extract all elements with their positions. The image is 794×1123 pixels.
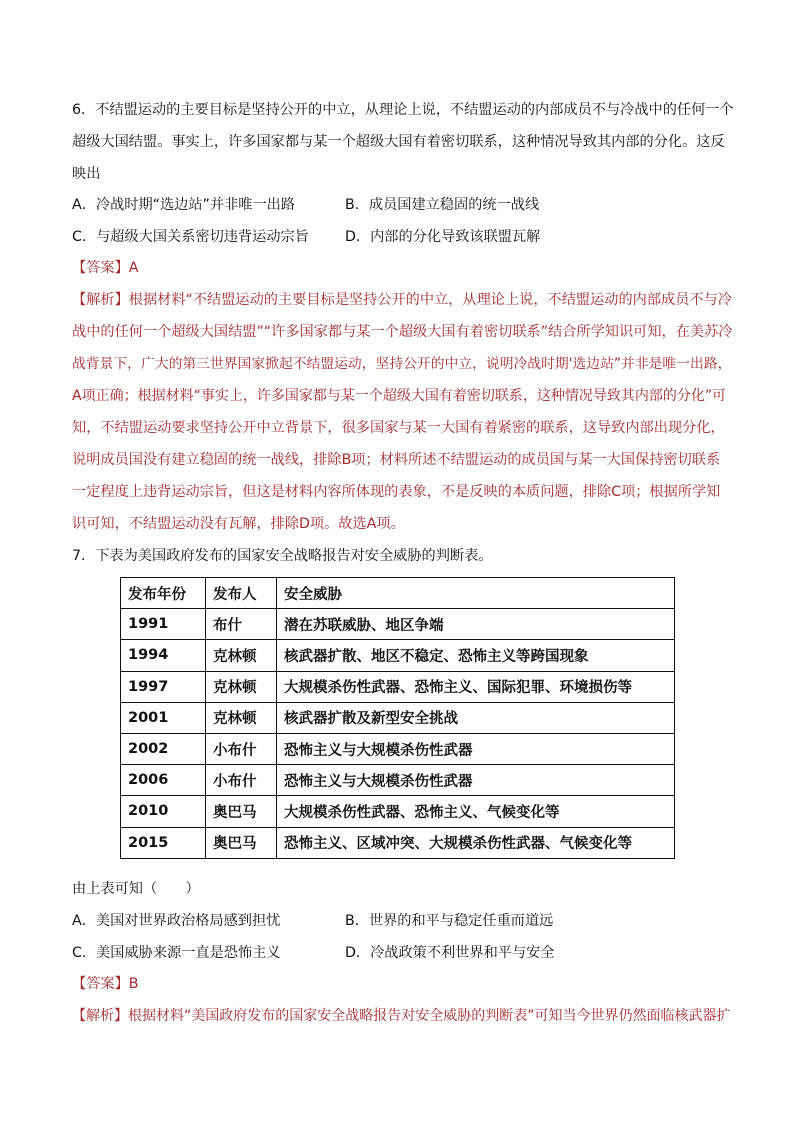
q7-analysis-line-1: 【解析】根据材料“美国政府发布的国家安全战略报告对安全威胁的判断表”可知当今世界仍然面临核武器扩 — [72, 1008, 731, 1024]
header-year: 发布年份 — [121, 578, 206, 609]
threat-table — [120, 577, 675, 859]
cell-issuer: 奥巴马 — [206, 827, 277, 858]
cell-year: 2006 — [121, 765, 206, 796]
q6-analysis-line-6: 说明成员国没有建立稳固的统一战线，排除B项；材料所述不结盟运动的成员国与某一大国保持密切联系 — [72, 452, 721, 468]
table-row — [121, 765, 675, 796]
table-header-row — [121, 578, 675, 609]
table-row — [121, 733, 675, 764]
cell-issuer: 克林顿 — [206, 640, 277, 671]
table-row — [121, 702, 675, 733]
q6-option-c: C．与超级大国关系密切违背运动宗旨 — [72, 229, 309, 245]
q6-option-a: A．冷战时期“选边站”并非唯一出路 — [72, 197, 296, 213]
q6-analysis-line-7: 一定程度上违背运动宗旨，但这是材料内容所体现的表象，不是反映的本质问题，排除C项；根据所学知 — [72, 484, 721, 500]
table-row — [121, 796, 675, 827]
cell-threat: 潜在苏联威胁、地区争端 — [277, 609, 675, 640]
q6-stem-line-2: 超级大国结盟。事实上，许多国家都与某一个超级大国有着密切联系，这种情况导致其内部的分化。这反 — [72, 134, 725, 150]
cell-issuer: 克林顿 — [206, 671, 277, 702]
q6-option-b: B．成员国建立稳固的统一战线 — [345, 197, 540, 213]
cell-year: 1997 — [121, 671, 206, 702]
cell-year: 1991 — [121, 609, 206, 640]
q7-question: 由上表可知（ ） — [72, 881, 200, 897]
cell-year: 2001 — [121, 702, 206, 733]
q7-option-c: C．美国威胁来源一直是恐怖主义 — [72, 945, 281, 961]
table-row — [121, 640, 675, 671]
cell-year: 2002 — [121, 733, 206, 764]
q7-option-b: B．世界的和平与稳定任重而道远 — [345, 913, 554, 929]
q6-analysis-line-8: 识可知，不结盟运动没有瓦解，排除D项。故选A项。 — [72, 516, 405, 532]
q6-stem-line-3: 映出 — [72, 166, 101, 182]
q6-analysis-line-3: 战背景下，广大的第三世界国家掀起不结盟运动，坚持公开的中立，说明冷战时期'选边站”并非是唯一出路， — [72, 356, 732, 372]
q6-analysis-line-1: 【解析】根据材料“不结盟运动的主要目标是坚持公开的中立，从理论上说，不结盟运动的内部成员不与冷 — [72, 292, 732, 308]
cell-threat: 核武器扩散、地区不稳定、恐怖主义等跨国现象 — [277, 640, 675, 671]
cell-year: 1994 — [121, 640, 206, 671]
q6-analysis-line-4: A项正确；根据材料“事实上，许多国家都与某一个超级大国有着密切联系，这种情况导致其内部的分化”可 — [72, 388, 727, 404]
cell-issuer: 奥巴马 — [206, 796, 277, 827]
header-issuer: 发布人 — [206, 578, 277, 609]
header-threat: 安全威胁 — [277, 578, 675, 609]
cell-issuer: 克林顿 — [206, 702, 277, 733]
cell-threat: 大规模杀伤性武器、恐怖主义、国际犯罪、环境损伤等 — [277, 671, 675, 702]
q6-analysis-line-2: 战中的任何一个超级大国结盟”“许多国家都与某一个超级大国有着密切联系”结合所学知识可知，在美苏冷 — [72, 324, 733, 340]
table-row — [121, 827, 675, 858]
q6-analysis-line-5: 知，不结盟运动要求坚持公开中立背景下，很多国家与某一大国有着紧密的联系，这导致内部出现分化， — [72, 420, 725, 436]
q6-option-d: D．内部的分化导致该联盟瓦解 — [345, 229, 541, 245]
cell-threat: 恐怖主义与大规模杀伤性武器 — [277, 733, 675, 764]
q7-option-a: A．美国对世界政治格局感到担忧 — [72, 913, 281, 929]
cell-threat: 恐怖主义与大规模杀伤性武器 — [277, 765, 675, 796]
q6-answer: 【答案】A — [72, 260, 139, 276]
table-row — [121, 609, 675, 640]
cell-issuer: 小布什 — [206, 765, 277, 796]
cell-threat: 核武器扩散及新型安全挑战 — [277, 702, 675, 733]
cell-threat: 恐怖主义、区域冲突、大规模杀伤性武器、气候变化等 — [277, 827, 675, 858]
q7-stem: 7．下表为美国政府发布的国家安全战略报告对安全威胁的判断表。 — [72, 548, 493, 564]
q7-answer: 【答案】B — [72, 976, 139, 992]
cell-threat: 大规模杀伤性武器、恐怖主义、气候变化等 — [277, 796, 675, 827]
q7-option-d: D．冷战政策不利世界和平与安全 — [345, 945, 555, 961]
cell-issuer: 布什 — [206, 609, 277, 640]
cell-year: 2015 — [121, 827, 206, 858]
cell-issuer: 小布什 — [206, 733, 277, 764]
table-row — [121, 671, 675, 702]
q6-stem-line-1: 6．不结盟运动的主要目标是坚持公开的中立，从理论上说，不结盟运动的内部成员不与冷战中的任何一个 — [72, 102, 734, 118]
cell-year: 2010 — [121, 796, 206, 827]
